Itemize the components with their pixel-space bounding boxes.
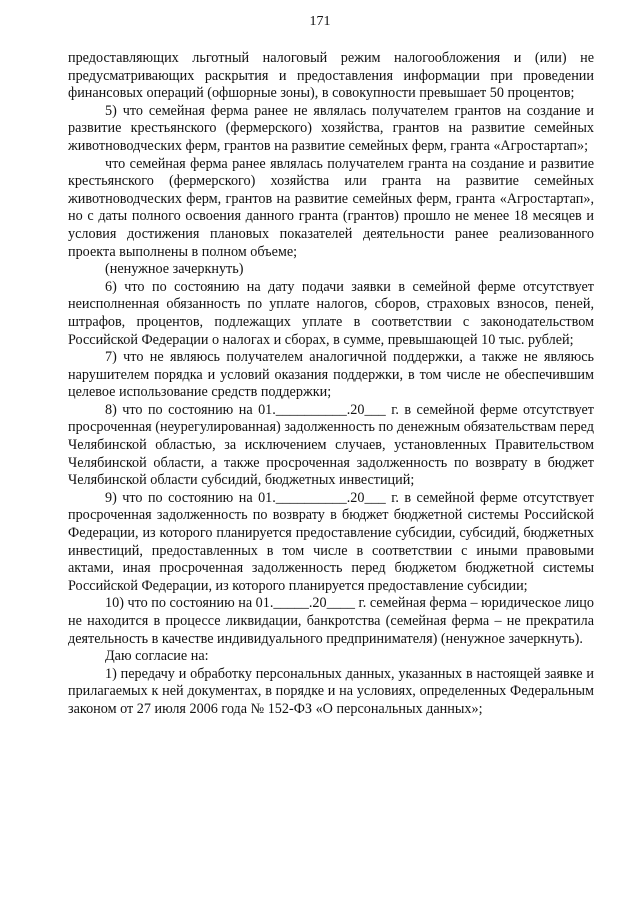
paragraph-p4: 6) что по состоянию на дату подачи заявки в семейной ферме отсутствует неисполненная обязанность по уплате налогов, сборов, страховых взносов, пеней, штрафов, процентов, подлежащих уплате в соответствии с законодательством Российской Федерации о налогах и сборах, в сумме, превышающей 10 тыс. рублей; bbox=[68, 278, 594, 348]
paragraph-p6: 8) что по состоянию на 01.__________.20___ г. в семейной ферме отсутствует просроченная (неурегулированная) задолженность по денежным обязательствам перед Челябинской областью, за исключением случаев, установленных Правительством Челябинской области, а также просроченная задолженность по возврату в бюджет Челябинской области субсидий, бюджетных инвестиций; bbox=[68, 401, 594, 489]
paragraph-p9: Даю согласие на: bbox=[105, 648, 209, 665]
paragraph-p0: предоставляющих льготный налоговый режим налогообложения и (или) не предусматривающих раскрытия и предоставления информации при проведении финансовых операций (офшорные зоны), в совокупности превышает 50 процентов; bbox=[68, 50, 594, 102]
paragraph-p7: 9) что по состоянию на 01.__________.20___ г. в семейной ферме отсутствует просроченная задолженность по возврату в бюджет бюджетной системы Российской Федерации, из которого планируется предоставление субсидии, субсидий, бюджетных инвестиций, предоставленных в том числе в соответствии с иными правовыми актами, иная просроченная задолженность перед бюджетом бюджетной системы Российской Федерации, из которого планируется предоставление субсидии; bbox=[68, 489, 594, 594]
paragraph-p5: 7) что не являюсь получателем аналогичной поддержки, а также не являюсь нарушителем порядка и условий оказания поддержки, в том числе не обеспечившим целевое использование средств поддержки; bbox=[68, 349, 594, 401]
document-body bbox=[68, 50, 594, 719]
paragraph-p8: 10) что по состоянию на 01._____.20____ г. семейная ферма – юридическое лицо не находится в процессе ликвидации, банкротства (семейная ферма – не прекратила деятельность в качестве индивидуального предпринимателя) (ненужное зачеркнуть). bbox=[68, 595, 594, 647]
paragraph-p2: что семейная ферма ранее являлась получателем гранта на создание и развитие крестьянского (фермерского) хозяйства или гранта на развитие семейных животноводческих ферм, грантов на развитие семейных ферм, гранта «Агростартап», но с даты полного освоения данного гранта (грантов) прошло не менее 18 месяцев и условия достижения плановых показателей деятельности ранее реализованного проекта выполнены в полном объеме; bbox=[68, 155, 594, 260]
paragraph-p3: (ненужное зачеркнуть) bbox=[105, 261, 244, 278]
page-number: 171 bbox=[309, 14, 331, 29]
paragraph-p10: 1) передачу и обработку персональных данных, указанных в настоящей заявке и прилагаемых к ней документах, в порядке и на условиях, определенных Федеральным законом от 27 июля 2006 года № 152-ФЗ «О персональных данных»; bbox=[68, 665, 594, 717]
paragraph-p1: 5) что семейная ферма ранее не являлась получателем грантов на создание и развитие крестьянского (фермерского) хозяйства, грантов на развитие семейных животноводческих ферм, грантов на развитие семейных ферм, гранта «Агростартап»; bbox=[68, 102, 594, 154]
